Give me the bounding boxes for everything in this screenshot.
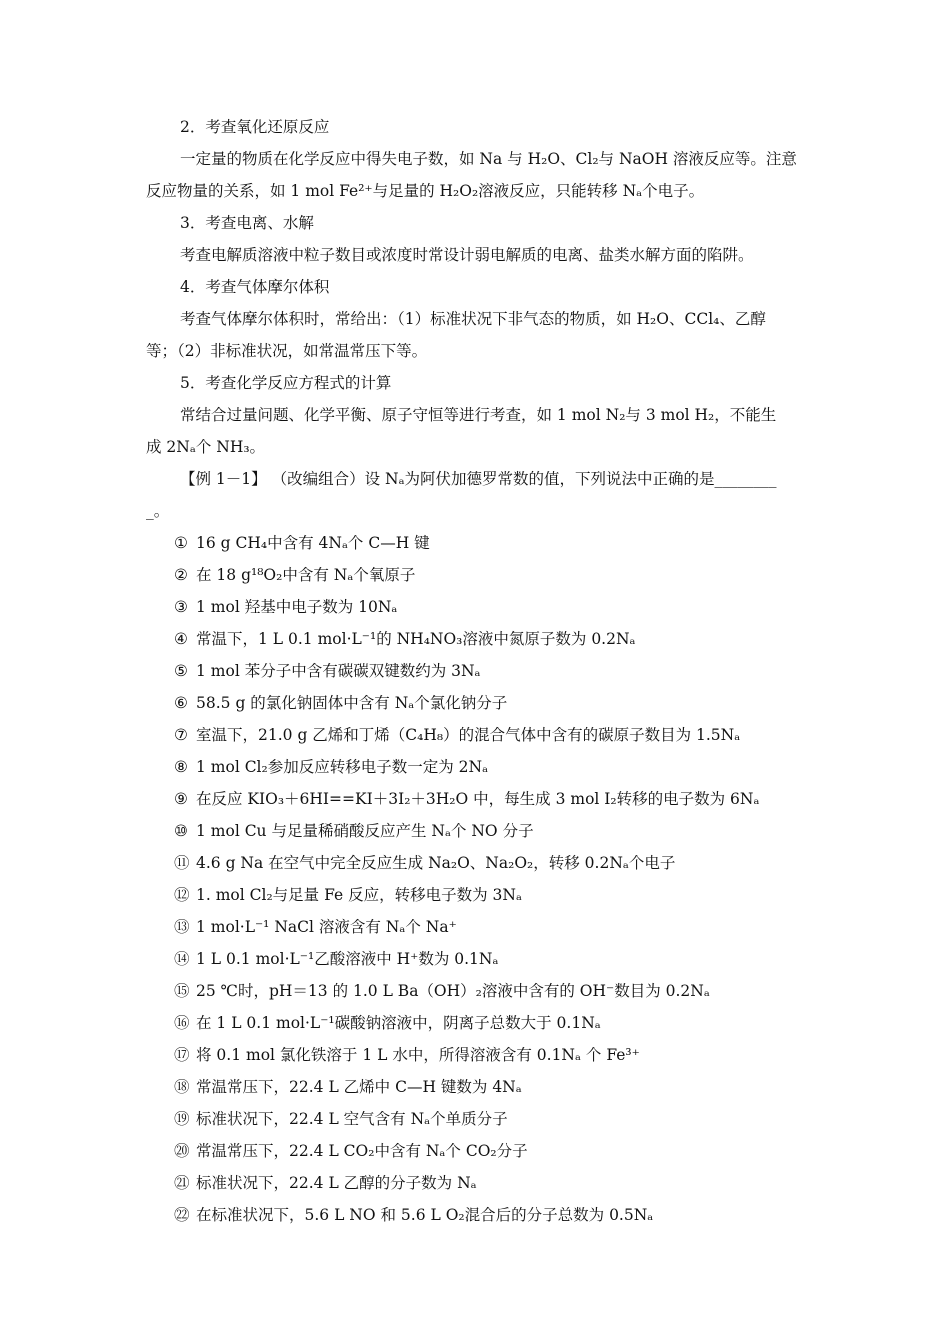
statement-number: ⑫ <box>174 886 190 904</box>
statement-number: ⑯ <box>174 1014 190 1032</box>
statement-number: ⑩ <box>174 822 188 840</box>
section-heading: 3．考查电离、水解 <box>180 214 314 232</box>
statement-text: 1 mol 羟基中电子数为 10Nₐ <box>196 598 398 616</box>
statement-item <box>174 725 740 745</box>
statement-item <box>174 917 457 937</box>
statement-text: 1 mol·L⁻¹ NaCl 溶液含有 Nₐ个 Na⁺ <box>196 918 457 936</box>
statement-item <box>174 1109 508 1129</box>
statement-text: 1 mol Cl₂参加反应转移电子数一定为 2Nₐ <box>196 758 489 776</box>
statement-number: ⑮ <box>174 982 190 1000</box>
statement-text: 在 18 g¹⁸O₂中含有 Nₐ个氧原子 <box>196 566 416 584</box>
statement-text: 4.6 g Na 在空气中完全反应生成 Na₂O、Na₂O₂，转移 0.2Nₐ个电子 <box>196 854 676 872</box>
statement-text: 在反应 KIO₃＋6HI==KI＋3I₂＋3H₂O 中，每生成 3 mol I₂转移的电子数为 6Nₐ <box>196 790 760 808</box>
statement-item <box>174 757 488 777</box>
statement-text: 常温常压下，22.4 L CO₂中含有 Nₐ个 CO₂分子 <box>196 1142 528 1160</box>
statement-text: 在标准状况下，5.6 L NO 和 5.6 L O₂混合后的分子总数为 0.5Nₐ <box>196 1206 654 1224</box>
statement-item <box>174 789 759 809</box>
statement-number: ⑪ <box>174 854 190 872</box>
statement-number: ⑰ <box>174 1046 190 1064</box>
statement-item <box>174 693 507 713</box>
paragraph-line: 考查电解质溶液中粒子数目或浓度时常设计弱电解质的电离、盐类水解方面的陷阱。 <box>180 246 754 264</box>
statement-text: 标准状况下，22.4 L 空气含有 Nₐ个单质分子 <box>196 1110 508 1128</box>
statement-text: 1 mol 苯分子中含有碳碳双键数约为 3Nₐ <box>196 662 481 680</box>
statement-text: 25 ℃时，pH＝13 的 1.0 L Ba（OH）₂溶液中含有的 OH⁻数目为 0.2Nₐ <box>196 982 710 1000</box>
statement-number: ⑬ <box>174 918 190 936</box>
statement-text: 常温下，1 L 0.1 mol·L⁻¹的 NH₄NO₃溶液中氮原子数为 0.2Nₐ <box>196 630 636 648</box>
paragraph-line: 一定量的物质在化学反应中得失电子数，如 Na 与 H₂O、Cl₂与 NaOH 溶液反应等。注意 <box>180 150 797 168</box>
statement-number: ⑧ <box>174 758 188 776</box>
statement-number: ③ <box>174 598 188 616</box>
statement-text: 常温常压下，22.4 L 乙烯中 C—H 键数为 4Nₐ <box>196 1078 522 1096</box>
paragraph-line: 反应物量的关系，如 1 mol Fe²⁺与足量的 H₂O₂溶液反应，只能转移 Nₐ个电子。 <box>146 182 705 200</box>
statement-item <box>174 853 675 873</box>
section-heading: 4．考查气体摩尔体积 <box>180 278 330 296</box>
statement-number: ⑱ <box>174 1078 190 1096</box>
statement-text: 16 g CH₄中含有 4Nₐ个 C—H 键 <box>196 534 430 552</box>
statement-item <box>174 1205 653 1225</box>
paragraph-line: 【例 1－1】 （改编组合）设 Nₐ为阿伏加德罗常数的值，下列说法中正确的是________ <box>180 470 777 488</box>
statement-number: ⑨ <box>174 790 188 808</box>
statement-item <box>174 821 534 841</box>
statement-text: 在 1 L 0.1 mol·L⁻¹碳酸钠溶液中，阴离子总数大于 0.1Nₐ <box>196 1014 601 1032</box>
statement-text: 58.5 g 的氯化钠固体中含有 Nₐ个氯化钠分子 <box>196 694 508 712</box>
statement-number: ⑥ <box>174 694 188 712</box>
statement-text: 1 L 0.1 mol·L⁻¹乙酸溶液中 H⁺数为 0.1Nₐ <box>196 950 499 968</box>
statement-number: ⑦ <box>174 726 188 744</box>
statement-number: ② <box>174 566 188 584</box>
statement-number: ⑭ <box>174 950 190 968</box>
statement-number: ⑲ <box>174 1110 190 1128</box>
paragraph-line: 等；（2）非标准状况，如常温常压下等。 <box>146 342 428 360</box>
paragraph-line: 成 2Nₐ个 NH₃。 <box>146 438 266 456</box>
statement-number: ① <box>174 534 188 552</box>
statement-text: 标准状况下，22.4 L 乙醇的分子数为 Nₐ <box>196 1174 477 1192</box>
statement-number: ⑤ <box>174 662 188 680</box>
statement-item <box>174 1141 528 1161</box>
statement-text: 室温下，21.0 g 乙烯和丁烯（C₄H₈）的混合气体中含有的碳原子数目为 1.5Nₐ <box>196 726 741 744</box>
statement-number: ⑳ <box>174 1142 190 1160</box>
statement-item <box>174 1173 477 1193</box>
statement-number: ㉑ <box>174 1174 190 1192</box>
statement-text: 将 0.1 mol 氯化铁溶于 1 L 水中，所得溶液含有 0.1Nₐ 个 Fe³⁺ <box>196 1046 640 1064</box>
statement-item <box>174 1045 640 1065</box>
statement-item <box>174 565 415 585</box>
paragraph-line: _。 <box>146 502 170 520</box>
statement-item <box>174 629 636 649</box>
statement-number: ④ <box>174 630 188 648</box>
paragraph-line: 常结合过量问题、化学平衡、原子守恒等进行考查，如 1 mol N₂与 3 mol H₂，不能生 <box>180 406 777 424</box>
statement-item <box>174 661 481 681</box>
statement-item <box>174 885 522 905</box>
statement-number: ㉒ <box>174 1206 190 1224</box>
statement-item <box>174 981 710 1001</box>
statement-item <box>174 597 397 617</box>
statement-item <box>174 533 430 553</box>
statement-text: 1 mol Cu 与足量稀硝酸反应产生 Nₐ个 NO 分子 <box>196 822 534 840</box>
paragraph-line: 考查气体摩尔体积时，常给出：（1）标准状况下非气态的物质，如 H₂O、CCl₄、乙醇 <box>180 310 766 328</box>
statement-item <box>174 1013 601 1033</box>
section-heading: 5．考查化学反应方程式的计算 <box>180 374 392 392</box>
statement-item <box>174 949 498 969</box>
statement-item <box>174 1077 522 1097</box>
statement-text: 1. mol Cl₂与足量 Fe 反应，转移电子数为 3Nₐ <box>196 886 522 904</box>
section-heading: 2．考查氧化还原反应 <box>180 118 330 136</box>
